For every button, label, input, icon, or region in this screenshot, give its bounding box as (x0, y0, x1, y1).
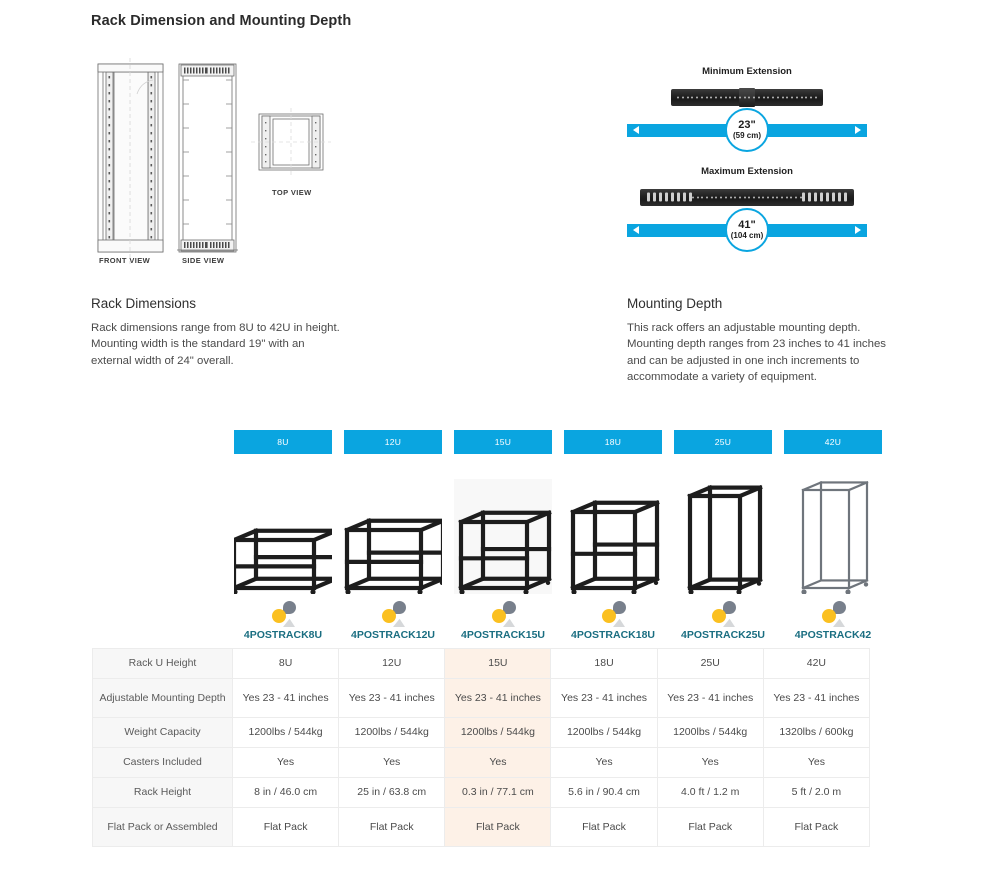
spec-cell: Yes 23 - 41 inches (339, 679, 445, 718)
spec-cell: 12U (339, 649, 445, 679)
maximum-extension-value: 41" (738, 218, 756, 231)
brand-logo-icon (380, 601, 406, 627)
rail-holes (692, 196, 802, 199)
comparison-column (344, 430, 442, 641)
spec-cell: Flat Pack (657, 808, 763, 847)
tab-18U[interactable]: 18U (564, 430, 662, 454)
rack-product-image[interactable] (674, 479, 772, 594)
spec-cell: 18U (551, 649, 657, 679)
spec-row-label: Adjustable Mounting Depth (93, 679, 233, 718)
spec-cell: 15U (445, 649, 551, 679)
comparison-column (564, 430, 662, 641)
table-row (93, 778, 870, 808)
spec-cell: 8 in / 46.0 cm (233, 778, 339, 808)
brand-logo-icon (710, 601, 736, 627)
spec-row-label: Flat Pack or Assembled (93, 808, 233, 847)
arrow-right-icon (855, 126, 861, 134)
spec-cell: Yes 23 - 41 inches (763, 679, 869, 718)
spec-cell: 5.6 in / 90.4 cm (551, 778, 657, 808)
rack-dimensions-heading: Rack Dimensions (91, 296, 197, 311)
maximum-extension-metric: (104 cm) (730, 230, 764, 240)
minimum-extension-diagram (627, 66, 867, 141)
spec-cell: 1200lbs / 544kg (551, 718, 657, 748)
rail-slots-right (802, 193, 847, 202)
rack-product-image[interactable] (234, 479, 332, 594)
comparison-column (784, 430, 882, 641)
tab-42U[interactable]: 42U (784, 430, 882, 454)
table-row (93, 649, 870, 679)
brand-logo (674, 600, 772, 627)
spec-cell: 4.0 ft / 1.2 m (657, 778, 763, 808)
spec-cell: 1200lbs / 544kg (445, 718, 551, 748)
product-name-link[interactable]: 4POSTRACK25U (680, 629, 766, 641)
spec-cell: 5 ft / 2.0 m (763, 778, 869, 808)
minimum-extension-rail (627, 84, 867, 110)
spec-cell: 1200lbs / 544kg (233, 718, 339, 748)
top-view-caption: TOP VIEW (272, 188, 312, 197)
spec-cell: Yes 23 - 41 inches (445, 679, 551, 718)
rail-holes (677, 96, 817, 99)
spec-cell: Flat Pack (763, 808, 869, 847)
spec-cell: Yes (763, 748, 869, 778)
spec-cell: Yes 23 - 41 inches (551, 679, 657, 718)
rack-dimensions-body: Rack dimensions range from 8U to 42U in height. Mounting width is the standard 19" with an external width of 24" overall. (91, 322, 340, 367)
rack-product-image[interactable] (454, 479, 552, 594)
brand-logo-icon (600, 601, 626, 627)
product-name-link[interactable]: 4POSTRACK12U (350, 629, 436, 641)
minimum-extension-measure (627, 119, 867, 141)
brand-logo (234, 600, 332, 627)
spec-cell: Flat Pack (233, 808, 339, 847)
spec-cell: Flat Pack (551, 808, 657, 847)
rack-product-image[interactable] (344, 479, 442, 594)
maximum-extension-title: Maximum Extension (701, 166, 793, 177)
product-name-link[interactable]: 4POSTRACK18U (570, 629, 656, 641)
spec-cell: Flat Pack (339, 808, 445, 847)
minimum-extension-title: Minimum Extension (702, 66, 792, 77)
table-row (93, 718, 870, 748)
spec-cell: 25U (657, 649, 763, 679)
minimum-extension-value-bubble (725, 108, 769, 152)
comparison-column (674, 430, 772, 641)
rack-views-svg (91, 58, 341, 270)
specifications-table-body (93, 649, 870, 847)
product-name-link[interactable]: 4POSTRACK8U (243, 629, 323, 641)
spec-cell: 8U (233, 649, 339, 679)
product-name-link[interactable]: 4POSTRACK15U (460, 629, 546, 641)
brand-logo (784, 600, 882, 627)
tab-8U[interactable]: 8U (234, 430, 332, 454)
tab-25U[interactable]: 25U (674, 430, 772, 454)
table-row (93, 679, 870, 718)
page-title: Rack Dimension and Mounting Depth (91, 13, 352, 29)
maximum-extension-measure (627, 219, 867, 241)
comparison-column (234, 430, 332, 641)
rail-bar-max (640, 189, 854, 206)
brand-logo (454, 600, 552, 627)
brand-logo-icon (490, 601, 516, 627)
spec-cell: Yes 23 - 41 inches (233, 679, 339, 718)
product-name-link[interactable]: 4POSTRACK42 (794, 629, 872, 641)
spec-cell: Yes (551, 748, 657, 778)
table-row (93, 748, 870, 778)
comparison-column-list (234, 430, 870, 641)
brand-logo-icon (270, 601, 296, 627)
rail-bar-min (671, 89, 823, 106)
side-view-caption: SIDE VIEW (182, 256, 225, 265)
table-row (93, 808, 870, 847)
minimum-extension-metric: (59 cm) (732, 130, 761, 140)
arrow-left-icon (633, 226, 639, 234)
spec-cell: Yes (233, 748, 339, 778)
spec-cell: Flat Pack (445, 808, 551, 847)
brand-logo (344, 600, 442, 627)
brand-logo-icon (820, 601, 846, 627)
front-view-caption: FRONT VIEW (99, 256, 151, 265)
spec-cell: 1200lbs / 544kg (657, 718, 763, 748)
maximum-extension-value-bubble (725, 208, 769, 252)
spec-cell: Yes (339, 748, 445, 778)
comparison-column (454, 430, 552, 641)
section-mounting-depth (627, 296, 887, 385)
product-comparison-columns (234, 430, 870, 641)
rack-technical-drawings (91, 58, 341, 278)
tab-12U[interactable]: 12U (344, 430, 442, 454)
section-rack-dimensions (91, 296, 341, 369)
brand-logo (564, 600, 662, 627)
spec-row-label: Weight Capacity (93, 718, 233, 748)
spec-cell: 1200lbs / 544kg (339, 718, 445, 748)
spec-cell: 0.3 in / 77.1 cm (445, 778, 551, 808)
mounting-depth-heading: Mounting Depth (627, 296, 723, 311)
spec-cell: Yes (657, 748, 763, 778)
arrow-right-icon (855, 226, 861, 234)
spec-row-label: Casters Included (93, 748, 233, 778)
spec-cell: Yes 23 - 41 inches (657, 679, 763, 718)
rack-product-image[interactable] (564, 479, 662, 594)
arrow-left-icon (633, 126, 639, 134)
spec-cell: Yes (445, 748, 551, 778)
spec-cell: 1320lbs / 600kg (763, 718, 869, 748)
spec-row-label: Rack U Height (93, 649, 233, 679)
mounting-depth-body: This rack offers an adjustable mounting depth. Mounting depth ranges from 23 inches to 41 inches and can be adjusted in one inch increments to accommodate a variety of equipment. (627, 322, 886, 383)
spec-cell: 25 in / 63.8 cm (339, 778, 445, 808)
maximum-extension-diagram (627, 166, 867, 241)
rail-slots-left (647, 193, 692, 202)
spec-row-label: Rack Height (93, 778, 233, 808)
maximum-extension-rail (627, 184, 867, 210)
minimum-extension-value: 23" (738, 118, 756, 131)
tab-15U[interactable]: 15U (454, 430, 552, 454)
rack-product-image[interactable] (784, 479, 882, 594)
spec-cell: 42U (763, 649, 869, 679)
specifications-table (92, 648, 870, 847)
